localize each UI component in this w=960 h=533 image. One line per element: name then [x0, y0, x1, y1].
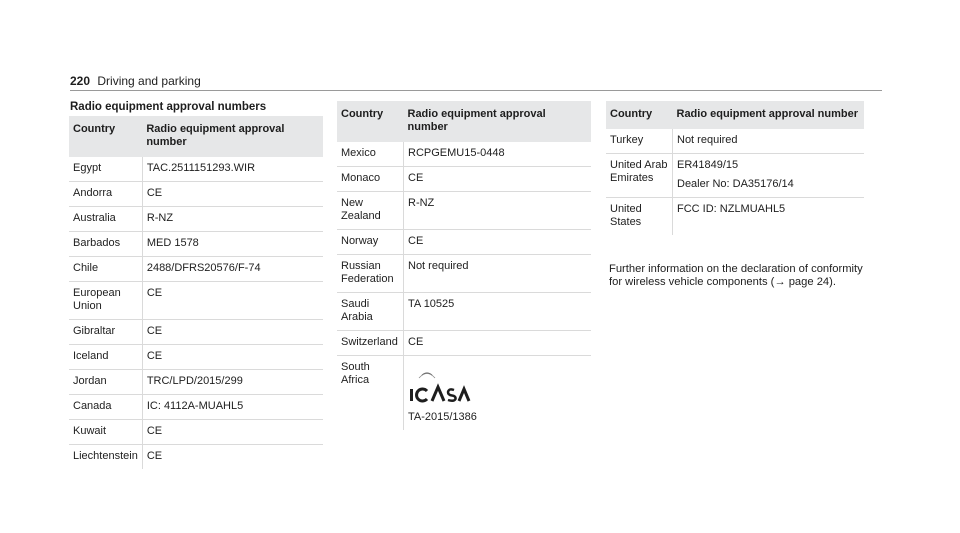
country-cell: Monaco	[337, 167, 404, 192]
table-row	[69, 445, 323, 470]
table-row	[69, 420, 323, 445]
table-row	[606, 198, 864, 236]
approval-number-cell: CE	[142, 182, 323, 207]
approval-number-cell: R-NZ	[404, 192, 592, 230]
page-header	[70, 74, 201, 88]
table-row	[606, 129, 864, 154]
approval-table-2	[337, 101, 591, 430]
approval-number-cell: CE	[146, 450, 163, 462]
approval-number-cell: TAC.2511151293.WIR	[142, 157, 323, 182]
table-row	[337, 356, 591, 431]
table-row	[337, 293, 591, 331]
page-number: 220	[70, 74, 91, 88]
note-text: Further information on the declaration of conformity for wireless vehicle components	[609, 263, 863, 288]
approval-number-cell: TRC/LPD/2015/299	[142, 370, 323, 395]
approval-number-cell: R-NZ	[142, 207, 323, 232]
approval-number-cell: CE	[142, 345, 323, 370]
country-cell: Mexico	[337, 142, 404, 167]
approval-table-1	[69, 116, 323, 469]
col-header-country: Country	[337, 101, 404, 142]
table-row	[69, 320, 323, 345]
table-row	[337, 331, 591, 356]
page-24-link[interactable]: (→ page 24).	[770, 276, 836, 288]
icasa-logo-icon	[408, 369, 472, 407]
col-header-approval: Radio equipment approval number	[404, 101, 592, 142]
country-cell: Gibraltar	[69, 320, 142, 345]
country-cell: Kuwait	[69, 420, 142, 445]
approval-number-cell	[673, 154, 865, 198]
table-row	[337, 167, 591, 192]
approval-number-cell: CE	[404, 230, 592, 255]
approval-number-cell: TA 10525	[404, 293, 592, 331]
approval-number-cell: CE	[142, 282, 323, 320]
col-header-approval: Radio equipment approval number	[673, 101, 865, 129]
table-row	[69, 345, 323, 370]
approval-number-cell: 2488/DFRS20576/F-74	[142, 257, 323, 282]
table-row	[69, 257, 323, 282]
approval-number: ER41849/15	[677, 159, 739, 171]
country-cell: Chile	[69, 257, 142, 282]
approval-number-cell: CE	[404, 167, 592, 192]
table-row	[337, 142, 591, 167]
table-row	[69, 370, 323, 395]
approval-number: TA-2015/1386	[408, 411, 477, 423]
table-row	[69, 232, 323, 257]
country-cell: Jordan	[69, 370, 142, 395]
approval-number-cell: CE	[404, 331, 592, 356]
approval-number-cell	[404, 356, 592, 431]
table-row	[337, 192, 591, 230]
section-title: Radio equipment approval numbers	[70, 101, 267, 113]
country-cell: Andorra	[69, 182, 142, 207]
header-rule	[70, 90, 882, 91]
country-cell: Australia	[69, 207, 142, 232]
country-cell: Saudi Arabia	[337, 293, 404, 331]
approval-number-cell: Not required	[673, 129, 865, 154]
country-cell: United Arab Emirates	[606, 154, 673, 198]
approval-number-cell: IC: 4112A-MUAHL5	[142, 395, 323, 420]
table-row	[337, 255, 591, 293]
table-row	[337, 230, 591, 255]
country-cell: Switzerland	[337, 331, 404, 356]
conformity-note	[609, 263, 869, 289]
table-row	[69, 207, 323, 232]
table-row	[606, 154, 864, 198]
country-cell: Iceland	[69, 345, 142, 370]
country-cell: United States	[606, 198, 673, 236]
country-cell: Norway	[337, 230, 404, 255]
table-row	[69, 157, 323, 182]
approval-table-3	[606, 101, 864, 235]
col-header-approval: Radio equipment approval number	[142, 116, 323, 157]
approval-number-cell: MED 1578	[142, 232, 323, 257]
table-row	[69, 182, 323, 207]
approval-number-cell: FCC ID: NZLMUAHL5	[677, 203, 786, 215]
table-row	[69, 282, 323, 320]
table-row	[69, 395, 323, 420]
country-cell: Turkey	[606, 129, 673, 154]
country-cell: Liechtenstein	[69, 445, 142, 470]
col-header-country: Country	[69, 116, 142, 157]
country-cell: Russian Federation	[337, 255, 404, 293]
approval-number-cell: RCPGEMU15-0448	[404, 142, 592, 167]
country-cell: New Zealand	[337, 192, 404, 230]
approval-number-cell: CE	[142, 320, 323, 345]
approval-number-cell: CE	[142, 420, 323, 445]
col-header-country: Country	[606, 101, 673, 129]
country-cell: Barbados	[69, 232, 142, 257]
dealer-number: Dealer No: DA35176/14	[677, 178, 794, 190]
country-cell: Canada	[69, 395, 142, 420]
country-cell: South Africa	[337, 356, 404, 431]
page-section-title: Driving and parking	[97, 74, 201, 88]
approval-number-cell: Not required	[404, 255, 592, 293]
country-cell: European Union	[69, 282, 142, 320]
country-cell: Egypt	[69, 157, 142, 182]
